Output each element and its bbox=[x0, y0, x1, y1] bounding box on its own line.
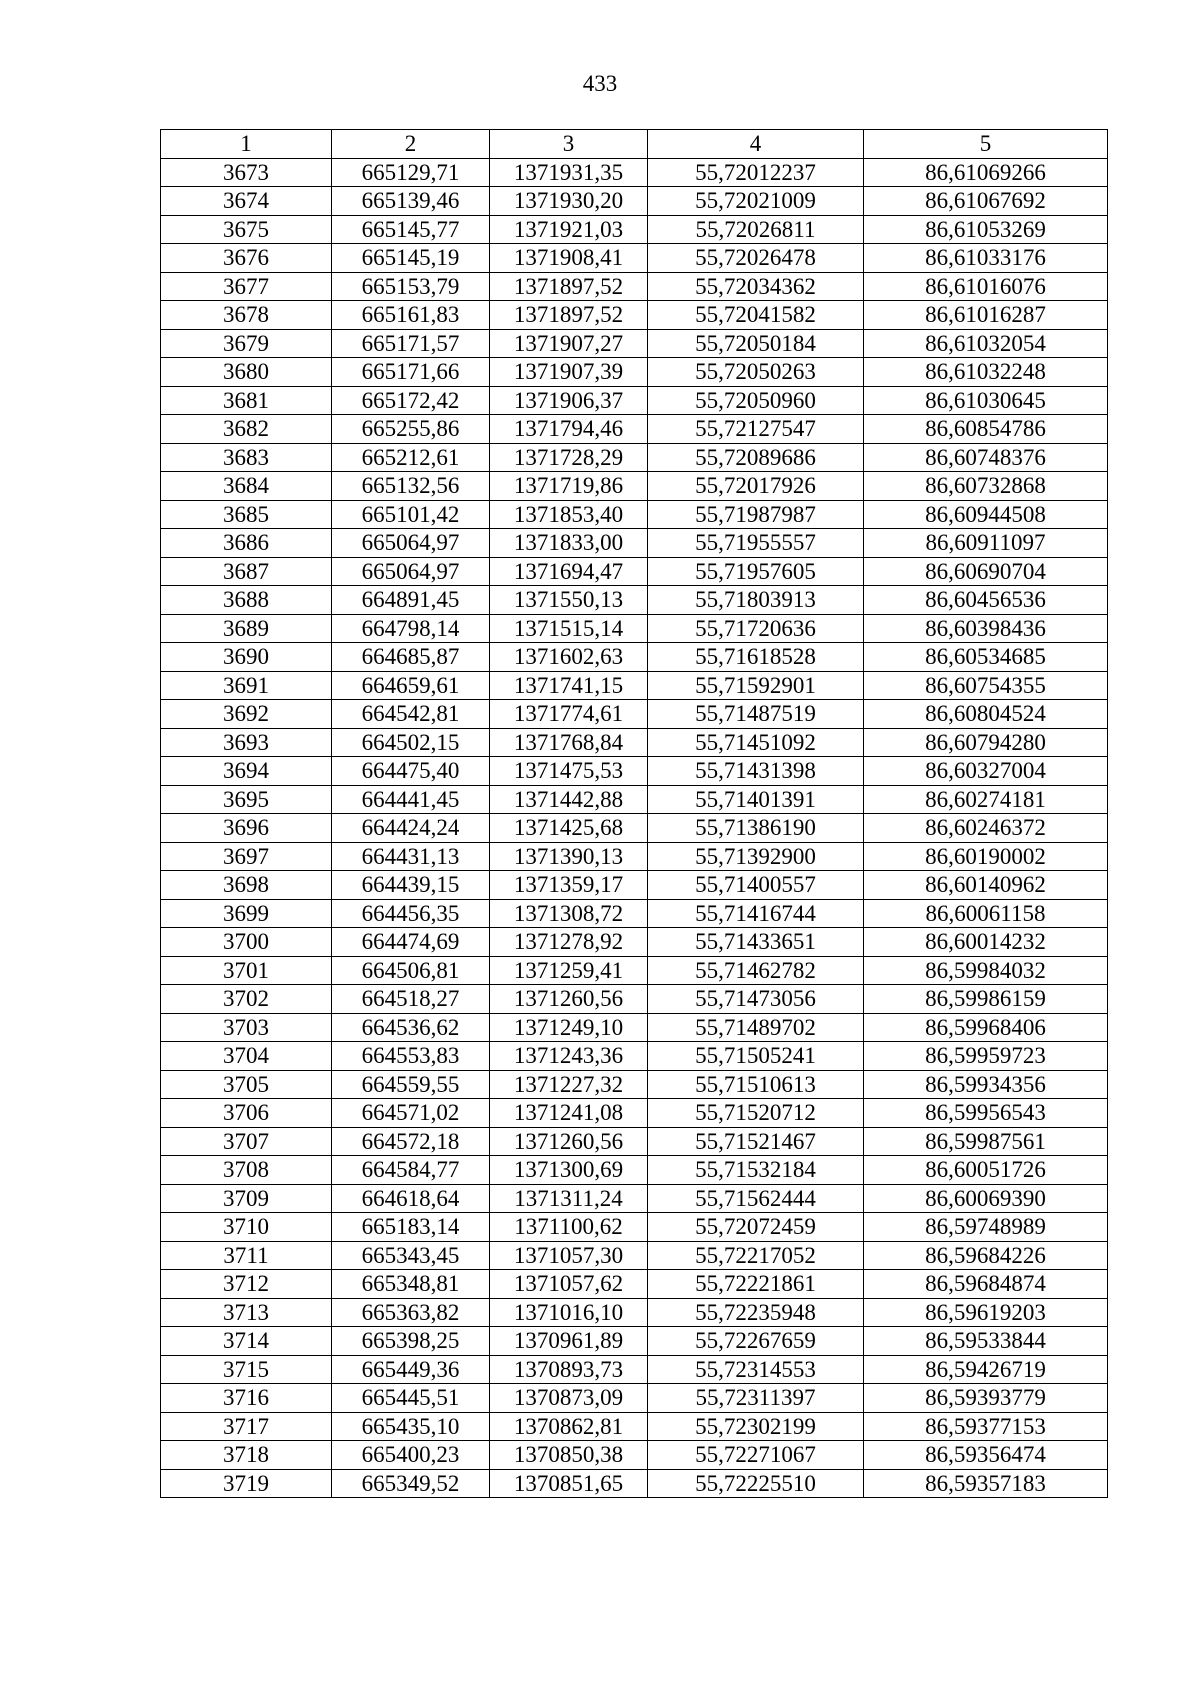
table-cell-point-number: 3679 bbox=[161, 329, 332, 358]
table-cell-latitude: 55,71520712 bbox=[648, 1099, 864, 1128]
table-cell-y-coordinate: 1370851,65 bbox=[490, 1469, 648, 1498]
table-cell-y-coordinate: 1371719,86 bbox=[490, 472, 648, 501]
table-cell-longitude: 86,61069266 bbox=[864, 158, 1108, 187]
table-cell-y-coordinate: 1371057,30 bbox=[490, 1241, 648, 1270]
table-cell-point-number: 3681 bbox=[161, 386, 332, 415]
table-cell-latitude: 55,72302199 bbox=[648, 1412, 864, 1441]
table-row bbox=[161, 358, 1108, 387]
table-cell-x-coordinate: 665172,42 bbox=[332, 386, 490, 415]
table-row bbox=[161, 1099, 1108, 1128]
table-cell-x-coordinate: 665445,51 bbox=[332, 1384, 490, 1413]
table-cell-x-coordinate: 665435,10 bbox=[332, 1412, 490, 1441]
table-cell-latitude: 55,72089686 bbox=[648, 443, 864, 472]
table-cell-point-number: 3709 bbox=[161, 1184, 332, 1213]
table-row bbox=[161, 1070, 1108, 1099]
table-cell-x-coordinate: 664441,45 bbox=[332, 785, 490, 814]
table-row bbox=[161, 1241, 1108, 1270]
table-cell-x-coordinate: 665101,42 bbox=[332, 500, 490, 529]
table-cell-longitude: 86,59533844 bbox=[864, 1327, 1108, 1356]
table-cell-longitude: 86,60690704 bbox=[864, 557, 1108, 586]
table-row bbox=[161, 443, 1108, 472]
table-cell-latitude: 55,72050263 bbox=[648, 358, 864, 387]
table-cell-longitude: 86,61016287 bbox=[864, 301, 1108, 330]
table-cell-y-coordinate: 1370862,81 bbox=[490, 1412, 648, 1441]
table-cell-latitude: 55,72217052 bbox=[648, 1241, 864, 1270]
table-cell-y-coordinate: 1371425,68 bbox=[490, 814, 648, 843]
table-cell-longitude: 86,60014232 bbox=[864, 928, 1108, 957]
table-cell-latitude: 55,71416744 bbox=[648, 899, 864, 928]
table-cell-x-coordinate: 665183,14 bbox=[332, 1213, 490, 1242]
table-cell-latitude: 55,72026478 bbox=[648, 244, 864, 273]
table-row bbox=[161, 1327, 1108, 1356]
table-cell-latitude: 55,71386190 bbox=[648, 814, 864, 843]
table-cell-latitude: 55,72021009 bbox=[648, 187, 864, 216]
column-header-latitude: 4 bbox=[648, 130, 864, 159]
table-cell-x-coordinate: 665363,82 bbox=[332, 1298, 490, 1327]
table-cell-point-number: 3695 bbox=[161, 785, 332, 814]
table-cell-longitude: 86,60140962 bbox=[864, 871, 1108, 900]
table-cell-latitude: 55,72012237 bbox=[648, 158, 864, 187]
table-cell-y-coordinate: 1371241,08 bbox=[490, 1099, 648, 1128]
table-cell-longitude: 86,59987561 bbox=[864, 1127, 1108, 1156]
table-cell-point-number: 3704 bbox=[161, 1042, 332, 1071]
table-cell-y-coordinate: 1370873,09 bbox=[490, 1384, 648, 1413]
table-cell-latitude: 55,72034362 bbox=[648, 272, 864, 301]
table-row bbox=[161, 985, 1108, 1014]
table-row bbox=[161, 1042, 1108, 1071]
table-cell-latitude: 55,72072459 bbox=[648, 1213, 864, 1242]
table-cell-y-coordinate: 1371768,84 bbox=[490, 728, 648, 757]
table-cell-point-number: 3682 bbox=[161, 415, 332, 444]
table-cell-x-coordinate: 665139,46 bbox=[332, 187, 490, 216]
table-cell-point-number: 3713 bbox=[161, 1298, 332, 1327]
table-cell-latitude: 55,71400557 bbox=[648, 871, 864, 900]
table-cell-y-coordinate: 1371260,56 bbox=[490, 985, 648, 1014]
table-cell-latitude: 55,71473056 bbox=[648, 985, 864, 1014]
table-cell-x-coordinate: 664536,62 bbox=[332, 1013, 490, 1042]
table-row bbox=[161, 871, 1108, 900]
table-cell-x-coordinate: 665132,56 bbox=[332, 472, 490, 501]
table-cell-longitude: 86,60061158 bbox=[864, 899, 1108, 928]
coordinates-table bbox=[160, 129, 1108, 1498]
table-cell-point-number: 3715 bbox=[161, 1355, 332, 1384]
table-row bbox=[161, 586, 1108, 615]
table-cell-x-coordinate: 664439,15 bbox=[332, 871, 490, 900]
table-cell-latitude: 55,71532184 bbox=[648, 1156, 864, 1185]
table-cell-point-number: 3714 bbox=[161, 1327, 332, 1356]
table-cell-longitude: 86,60246372 bbox=[864, 814, 1108, 843]
table-cell-latitude: 55,72311397 bbox=[648, 1384, 864, 1413]
table-cell-latitude: 55,72271067 bbox=[648, 1441, 864, 1470]
table-cell-y-coordinate: 1371853,40 bbox=[490, 500, 648, 529]
table-cell-x-coordinate: 664891,45 bbox=[332, 586, 490, 615]
table-cell-y-coordinate: 1371694,47 bbox=[490, 557, 648, 586]
table-cell-point-number: 3702 bbox=[161, 985, 332, 1014]
table-cell-x-coordinate: 664431,13 bbox=[332, 842, 490, 871]
table-cell-y-coordinate: 1371930,20 bbox=[490, 187, 648, 216]
table-cell-x-coordinate: 664798,14 bbox=[332, 614, 490, 643]
table-cell-latitude: 55,71431398 bbox=[648, 757, 864, 786]
table-cell-latitude: 55,72267659 bbox=[648, 1327, 864, 1356]
table-cell-y-coordinate: 1371308,72 bbox=[490, 899, 648, 928]
column-header-y-coordinate: 3 bbox=[490, 130, 648, 159]
table-row bbox=[161, 1298, 1108, 1327]
table-cell-y-coordinate: 1371931,35 bbox=[490, 158, 648, 187]
table-row bbox=[161, 1412, 1108, 1441]
table-row bbox=[161, 386, 1108, 415]
table-cell-point-number: 3706 bbox=[161, 1099, 332, 1128]
table-cell-point-number: 3711 bbox=[161, 1241, 332, 1270]
table-cell-point-number: 3690 bbox=[161, 643, 332, 672]
table-cell-latitude: 55,71987987 bbox=[648, 500, 864, 529]
table-cell-point-number: 3692 bbox=[161, 700, 332, 729]
table-cell-longitude: 86,60456536 bbox=[864, 586, 1108, 615]
table-cell-latitude: 55,72127547 bbox=[648, 415, 864, 444]
table-cell-latitude: 55,72017926 bbox=[648, 472, 864, 501]
table-cell-y-coordinate: 1371260,56 bbox=[490, 1127, 648, 1156]
table-cell-longitude: 86,60794280 bbox=[864, 728, 1108, 757]
table-cell-longitude: 86,60754355 bbox=[864, 671, 1108, 700]
table-row bbox=[161, 215, 1108, 244]
table-cell-y-coordinate: 1371278,92 bbox=[490, 928, 648, 957]
table-cell-y-coordinate: 1370961,89 bbox=[490, 1327, 648, 1356]
table-row bbox=[161, 1127, 1108, 1156]
table-cell-longitude: 86,59619203 bbox=[864, 1298, 1108, 1327]
table-cell-x-coordinate: 665349,52 bbox=[332, 1469, 490, 1498]
table-row bbox=[161, 671, 1108, 700]
table-cell-point-number: 3676 bbox=[161, 244, 332, 273]
table-cell-longitude: 86,61032054 bbox=[864, 329, 1108, 358]
table-cell-point-number: 3712 bbox=[161, 1270, 332, 1299]
table-cell-y-coordinate: 1371906,37 bbox=[490, 386, 648, 415]
table-cell-longitude: 86,60398436 bbox=[864, 614, 1108, 643]
table-cell-latitude: 55,71957605 bbox=[648, 557, 864, 586]
table-row bbox=[161, 1013, 1108, 1042]
table-cell-point-number: 3680 bbox=[161, 358, 332, 387]
table-cell-longitude: 86,60911097 bbox=[864, 529, 1108, 558]
table-cell-x-coordinate: 664559,55 bbox=[332, 1070, 490, 1099]
table-cell-point-number: 3705 bbox=[161, 1070, 332, 1099]
table-row bbox=[161, 1213, 1108, 1242]
table-cell-longitude: 86,60854786 bbox=[864, 415, 1108, 444]
table-cell-point-number: 3686 bbox=[161, 529, 332, 558]
table-cell-longitude: 86,61016076 bbox=[864, 272, 1108, 301]
table-cell-x-coordinate: 665161,83 bbox=[332, 301, 490, 330]
table-cell-latitude: 55,72314553 bbox=[648, 1355, 864, 1384]
table-cell-point-number: 3718 bbox=[161, 1441, 332, 1470]
table-cell-y-coordinate: 1371908,41 bbox=[490, 244, 648, 273]
table-cell-longitude: 86,59748989 bbox=[864, 1213, 1108, 1242]
table-row bbox=[161, 472, 1108, 501]
table-cell-longitude: 86,59684874 bbox=[864, 1270, 1108, 1299]
table-cell-x-coordinate: 665255,86 bbox=[332, 415, 490, 444]
table-cell-y-coordinate: 1371794,46 bbox=[490, 415, 648, 444]
table-row bbox=[161, 1384, 1108, 1413]
table-cell-latitude: 55,71433651 bbox=[648, 928, 864, 957]
table-cell-longitude: 86,59956543 bbox=[864, 1099, 1108, 1128]
table-cell-x-coordinate: 664502,15 bbox=[332, 728, 490, 757]
table-cell-x-coordinate: 665400,23 bbox=[332, 1441, 490, 1470]
table-cell-longitude: 86,59968406 bbox=[864, 1013, 1108, 1042]
table-cell-x-coordinate: 665171,66 bbox=[332, 358, 490, 387]
table-cell-longitude: 86,61032248 bbox=[864, 358, 1108, 387]
table-cell-point-number: 3675 bbox=[161, 215, 332, 244]
table-cell-longitude: 86,59356474 bbox=[864, 1441, 1108, 1470]
table-cell-longitude: 86,59377153 bbox=[864, 1412, 1108, 1441]
table-row bbox=[161, 187, 1108, 216]
table-cell-longitude: 86,61067692 bbox=[864, 187, 1108, 216]
table-cell-longitude: 86,61053269 bbox=[864, 215, 1108, 244]
table-cell-y-coordinate: 1371300,69 bbox=[490, 1156, 648, 1185]
table-row bbox=[161, 1184, 1108, 1213]
table-cell-y-coordinate: 1371907,27 bbox=[490, 329, 648, 358]
table-cell-point-number: 3693 bbox=[161, 728, 332, 757]
table-row bbox=[161, 557, 1108, 586]
table-cell-latitude: 55,72026811 bbox=[648, 215, 864, 244]
table-cell-longitude: 86,60274181 bbox=[864, 785, 1108, 814]
table-cell-point-number: 3697 bbox=[161, 842, 332, 871]
table-cell-y-coordinate: 1371249,10 bbox=[490, 1013, 648, 1042]
table-cell-longitude: 86,59934356 bbox=[864, 1070, 1108, 1099]
table-cell-latitude: 55,71562444 bbox=[648, 1184, 864, 1213]
table-cell-point-number: 3677 bbox=[161, 272, 332, 301]
table-cell-x-coordinate: 664571,02 bbox=[332, 1099, 490, 1128]
table-cell-x-coordinate: 664506,81 bbox=[332, 956, 490, 985]
table-row bbox=[161, 500, 1108, 529]
table-cell-point-number: 3699 bbox=[161, 899, 332, 928]
table-cell-latitude: 55,71720636 bbox=[648, 614, 864, 643]
table-cell-point-number: 3691 bbox=[161, 671, 332, 700]
table-row bbox=[161, 329, 1108, 358]
table-cell-y-coordinate: 1371728,29 bbox=[490, 443, 648, 472]
table-cell-point-number: 3703 bbox=[161, 1013, 332, 1042]
table-cell-point-number: 3684 bbox=[161, 472, 332, 501]
table-row bbox=[161, 1270, 1108, 1299]
table-cell-point-number: 3696 bbox=[161, 814, 332, 843]
table-cell-x-coordinate: 664685,87 bbox=[332, 643, 490, 672]
table-row bbox=[161, 272, 1108, 301]
table-cell-x-coordinate: 665145,19 bbox=[332, 244, 490, 273]
table-cell-y-coordinate: 1371442,88 bbox=[490, 785, 648, 814]
table-cell-latitude: 55,71487519 bbox=[648, 700, 864, 729]
table-cell-longitude: 86,59986159 bbox=[864, 985, 1108, 1014]
table-cell-latitude: 55,71510613 bbox=[648, 1070, 864, 1099]
table-cell-longitude: 86,60327004 bbox=[864, 757, 1108, 786]
table-cell-point-number: 3719 bbox=[161, 1469, 332, 1498]
table-cell-y-coordinate: 1371897,52 bbox=[490, 272, 648, 301]
page-number: 433 bbox=[582, 71, 618, 96]
table-cell-y-coordinate: 1370893,73 bbox=[490, 1355, 648, 1384]
table-cell-y-coordinate: 1371515,14 bbox=[490, 614, 648, 643]
table-cell-point-number: 3674 bbox=[161, 187, 332, 216]
table-cell-latitude: 55,72041582 bbox=[648, 301, 864, 330]
table-cell-x-coordinate: 664659,61 bbox=[332, 671, 490, 700]
table-cell-x-coordinate: 664456,35 bbox=[332, 899, 490, 928]
table-cell-latitude: 55,72225510 bbox=[648, 1469, 864, 1498]
table-cell-longitude: 86,61030645 bbox=[864, 386, 1108, 415]
table-row bbox=[161, 614, 1108, 643]
table-cell-latitude: 55,71521467 bbox=[648, 1127, 864, 1156]
column-header-point-number: 1 bbox=[161, 130, 332, 159]
table-row bbox=[161, 1355, 1108, 1384]
table-cell-point-number: 3683 bbox=[161, 443, 332, 472]
table-cell-x-coordinate: 665343,45 bbox=[332, 1241, 490, 1270]
table-cell-y-coordinate: 1371227,32 bbox=[490, 1070, 648, 1099]
table-cell-y-coordinate: 1371016,10 bbox=[490, 1298, 648, 1327]
table-cell-longitude: 86,59393779 bbox=[864, 1384, 1108, 1413]
table-cell-latitude: 55,72221861 bbox=[648, 1270, 864, 1299]
table-cell-x-coordinate: 665171,57 bbox=[332, 329, 490, 358]
table-cell-y-coordinate: 1371907,39 bbox=[490, 358, 648, 387]
table-row bbox=[161, 700, 1108, 729]
table-cell-point-number: 3688 bbox=[161, 586, 332, 615]
table-cell-y-coordinate: 1371897,52 bbox=[490, 301, 648, 330]
table-cell-point-number: 3708 bbox=[161, 1156, 332, 1185]
table-cell-x-coordinate: 664518,27 bbox=[332, 985, 490, 1014]
table-cell-longitude: 86,59684226 bbox=[864, 1241, 1108, 1270]
table-cell-x-coordinate: 665348,81 bbox=[332, 1270, 490, 1299]
table-cell-x-coordinate: 664475,40 bbox=[332, 757, 490, 786]
table-cell-point-number: 3673 bbox=[161, 158, 332, 187]
table-cell-y-coordinate: 1371774,61 bbox=[490, 700, 648, 729]
table-cell-x-coordinate: 665212,61 bbox=[332, 443, 490, 472]
table-row bbox=[161, 415, 1108, 444]
table-row bbox=[161, 158, 1108, 187]
table-cell-point-number: 3698 bbox=[161, 871, 332, 900]
table-cell-longitude: 86,59959723 bbox=[864, 1042, 1108, 1071]
table-cell-longitude: 86,60069390 bbox=[864, 1184, 1108, 1213]
table-cell-longitude: 86,59426719 bbox=[864, 1355, 1108, 1384]
table-row bbox=[161, 899, 1108, 928]
table-cell-x-coordinate: 664572,18 bbox=[332, 1127, 490, 1156]
table-cell-y-coordinate: 1371243,36 bbox=[490, 1042, 648, 1071]
table-cell-x-coordinate: 664474,69 bbox=[332, 928, 490, 957]
table-cell-point-number: 3694 bbox=[161, 757, 332, 786]
table-cell-y-coordinate: 1371833,00 bbox=[490, 529, 648, 558]
table-cell-x-coordinate: 665449,36 bbox=[332, 1355, 490, 1384]
table-cell-point-number: 3685 bbox=[161, 500, 332, 529]
table-cell-longitude: 86,60051726 bbox=[864, 1156, 1108, 1185]
column-header-x-coordinate: 2 bbox=[332, 130, 490, 159]
table-cell-x-coordinate: 665145,77 bbox=[332, 215, 490, 244]
table-cell-y-coordinate: 1371602,63 bbox=[490, 643, 648, 672]
table-cell-point-number: 3678 bbox=[161, 301, 332, 330]
table-cell-longitude: 86,61033176 bbox=[864, 244, 1108, 273]
table-cell-longitude: 86,60534685 bbox=[864, 643, 1108, 672]
table-row bbox=[161, 757, 1108, 786]
table-cell-y-coordinate: 1371259,41 bbox=[490, 956, 648, 985]
table-cell-longitude: 86,60804524 bbox=[864, 700, 1108, 729]
table-cell-latitude: 55,71401391 bbox=[648, 785, 864, 814]
table-cell-latitude: 55,71489702 bbox=[648, 1013, 864, 1042]
table-cell-latitude: 55,71392900 bbox=[648, 842, 864, 871]
table-cell-latitude: 55,71803913 bbox=[648, 586, 864, 615]
table-cell-longitude: 86,60732868 bbox=[864, 472, 1108, 501]
table-cell-point-number: 3716 bbox=[161, 1384, 332, 1413]
table-cell-point-number: 3701 bbox=[161, 956, 332, 985]
table-cell-point-number: 3700 bbox=[161, 928, 332, 957]
table-row bbox=[161, 1469, 1108, 1498]
table-cell-x-coordinate: 665064,97 bbox=[332, 557, 490, 586]
table-cell-y-coordinate: 1371100,62 bbox=[490, 1213, 648, 1242]
table-cell-x-coordinate: 664584,77 bbox=[332, 1156, 490, 1185]
table-row bbox=[161, 301, 1108, 330]
table-row bbox=[161, 728, 1108, 757]
table-cell-y-coordinate: 1371475,53 bbox=[490, 757, 648, 786]
table-row bbox=[161, 814, 1108, 843]
table-cell-y-coordinate: 1370850,38 bbox=[490, 1441, 648, 1470]
table-cell-point-number: 3689 bbox=[161, 614, 332, 643]
table-cell-x-coordinate: 664618,64 bbox=[332, 1184, 490, 1213]
table-row bbox=[161, 842, 1108, 871]
table-cell-latitude: 55,71462782 bbox=[648, 956, 864, 985]
table-row bbox=[161, 244, 1108, 273]
table-cell-longitude: 86,60190002 bbox=[864, 842, 1108, 871]
table-cell-y-coordinate: 1371550,13 bbox=[490, 586, 648, 615]
table-cell-x-coordinate: 664542,81 bbox=[332, 700, 490, 729]
table-cell-point-number: 3717 bbox=[161, 1412, 332, 1441]
table-header-row bbox=[161, 130, 1108, 159]
table-row bbox=[161, 1156, 1108, 1185]
table-cell-longitude: 86,59357183 bbox=[864, 1469, 1108, 1498]
table-cell-x-coordinate: 665153,79 bbox=[332, 272, 490, 301]
table-cell-y-coordinate: 1371311,24 bbox=[490, 1184, 648, 1213]
table-cell-point-number: 3710 bbox=[161, 1213, 332, 1242]
table-cell-latitude: 55,71592901 bbox=[648, 671, 864, 700]
table-row bbox=[161, 643, 1108, 672]
table-cell-y-coordinate: 1371359,17 bbox=[490, 871, 648, 900]
table-cell-y-coordinate: 1371921,03 bbox=[490, 215, 648, 244]
table-row bbox=[161, 785, 1108, 814]
table-cell-latitude: 55,71955557 bbox=[648, 529, 864, 558]
table-row bbox=[161, 928, 1108, 957]
table-cell-x-coordinate: 665064,97 bbox=[332, 529, 490, 558]
table-cell-latitude: 55,72050184 bbox=[648, 329, 864, 358]
table-cell-latitude: 55,72050960 bbox=[648, 386, 864, 415]
table-cell-latitude: 55,71505241 bbox=[648, 1042, 864, 1071]
table-cell-x-coordinate: 665398,25 bbox=[332, 1327, 490, 1356]
table-cell-longitude: 86,59984032 bbox=[864, 956, 1108, 985]
table-cell-y-coordinate: 1371057,62 bbox=[490, 1270, 648, 1299]
table-cell-latitude: 55,71451092 bbox=[648, 728, 864, 757]
table-cell-y-coordinate: 1371741,15 bbox=[490, 671, 648, 700]
table-row bbox=[161, 1441, 1108, 1470]
column-header-longitude: 5 bbox=[864, 130, 1108, 159]
table-cell-point-number: 3707 bbox=[161, 1127, 332, 1156]
table-row bbox=[161, 956, 1108, 985]
table-cell-x-coordinate: 664424,24 bbox=[332, 814, 490, 843]
table-cell-x-coordinate: 665129,71 bbox=[332, 158, 490, 187]
table-cell-latitude: 55,72235948 bbox=[648, 1298, 864, 1327]
table-cell-point-number: 3687 bbox=[161, 557, 332, 586]
table-cell-x-coordinate: 664553,83 bbox=[332, 1042, 490, 1071]
table-cell-longitude: 86,60748376 bbox=[864, 443, 1108, 472]
table-row bbox=[161, 529, 1108, 558]
table-cell-y-coordinate: 1371390,13 bbox=[490, 842, 648, 871]
table-body bbox=[161, 158, 1108, 1498]
table-cell-longitude: 86,60944508 bbox=[864, 500, 1108, 529]
table-cell-latitude: 55,71618528 bbox=[648, 643, 864, 672]
